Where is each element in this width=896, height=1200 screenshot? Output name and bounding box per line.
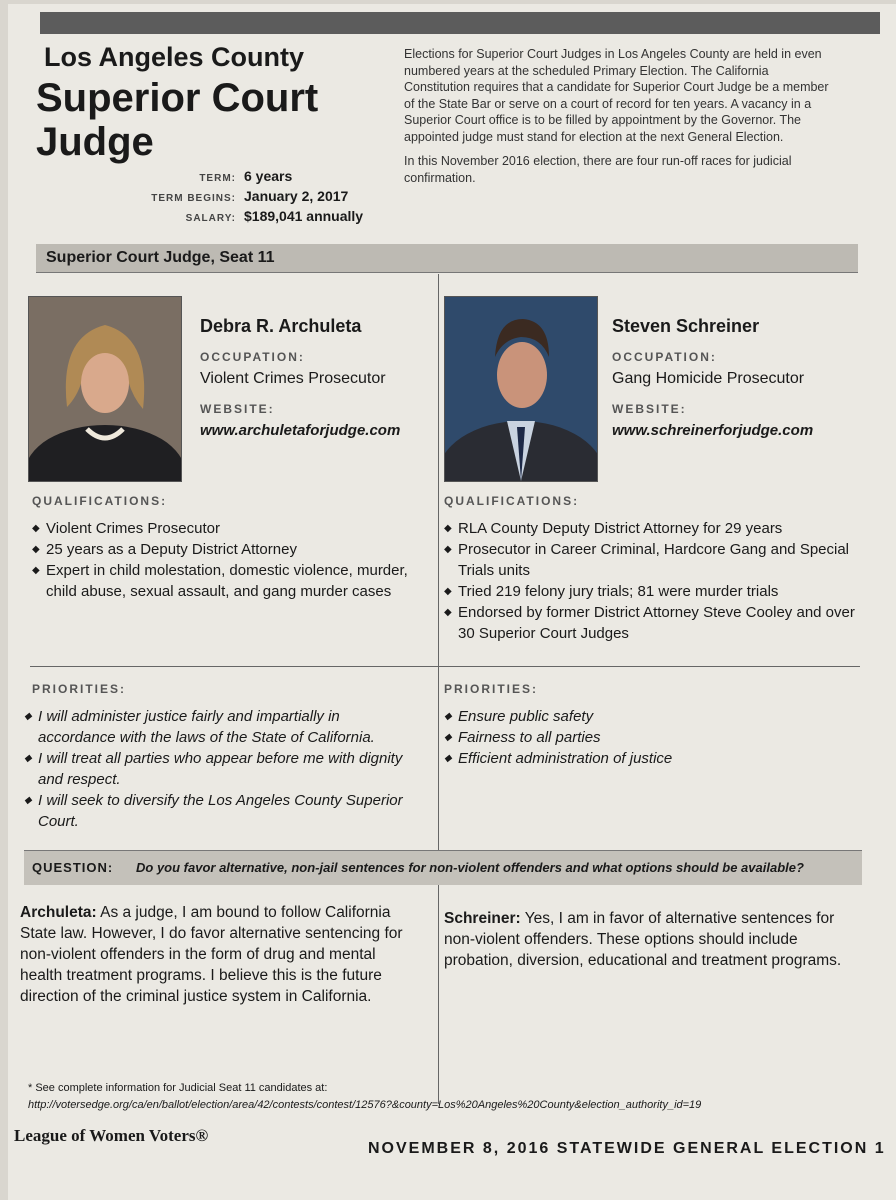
archuleta-priorities-label: PRIORITIES:	[32, 682, 127, 696]
voter-guide-page	[8, 4, 896, 1200]
archuleta-name: Debra R. Archuleta	[200, 316, 362, 336]
archuleta-website-link[interactable]: www.archuletaforjudge.com	[200, 422, 401, 439]
term-begins-label: TERM BEGINS:	[151, 193, 236, 204]
question-bar	[24, 850, 862, 885]
page-number: 1	[874, 1140, 886, 1157]
top-rule	[40, 12, 880, 34]
archuleta-answer-name: Archuleta:	[20, 904, 97, 921]
schreiner-website-label: WEBSITE:	[612, 402, 687, 416]
list-item: ◆ Fairness to all parties	[444, 727, 844, 748]
office-title-line1: Superior Court	[36, 76, 319, 120]
list-item: ◆ Expert in child molestation, domestic violence, murder, child abuse, sexual assault, and gang murder cases	[32, 560, 412, 602]
archuleta-website-label: WEBSITE:	[200, 402, 275, 416]
schreiner-answer	[444, 908, 848, 971]
list-item: ◆ I will administer justice fairly and impartially in accordance with the laws of the State of California.	[24, 706, 414, 748]
footnote	[28, 1080, 868, 1114]
archuleta-qualifications-label: QUALIFICATIONS:	[32, 494, 168, 508]
list-item: ◆ 25 years as a Deputy District Attorney	[32, 539, 412, 560]
schreiner-qualifications-label: QUALIFICATIONS:	[444, 494, 580, 508]
election-footer	[368, 1140, 886, 1158]
schreiner-occupation: Gang Homicide Prosecutor	[612, 370, 805, 387]
list-item: ◆ Ensure public safety	[444, 706, 844, 727]
intro-paragraph-2: In this November 2016 election, there are four run-off races for judicial confirmation.	[404, 154, 792, 185]
archuleta-answer-text: As a judge, I am bound to follow California State law. However, I do favor alternative sentencing for non-violent offenders in the form of drug and mental health treatment programs. I believe this is the future direction of the criminal justice system in California.	[20, 904, 403, 1005]
column-divider	[438, 274, 439, 1104]
office-title-line2: Judge	[36, 120, 154, 164]
list-item: ◆ Tried 219 felony jury trials; 81 were murder trials	[444, 581, 856, 602]
list-item: ◆ Efficient administration of justice	[444, 748, 844, 769]
archuleta-photo	[28, 296, 182, 482]
list-item: ◆ I will treat all parties who appear before me with dignity and respect.	[24, 748, 414, 790]
schreiner-occupation-label: OCCUPATION:	[612, 350, 717, 364]
list-item: ◆ RLA County Deputy District Attorney for 29 years	[444, 518, 856, 539]
office-title	[36, 76, 376, 164]
section-divider	[30, 666, 860, 667]
county-heading: Los Angeles County	[44, 42, 305, 72]
question-label: QUESTION:	[32, 860, 114, 875]
schreiner-name: Steven Schreiner	[612, 316, 760, 336]
intro-paragraph-1: Elections for Superior Court Judges in Los Angeles County are held in even numbered years at the scheduled Primary Election. The California Constitution requires that a candidate for Superior Court Judge be a member of the State Bar or serve on a court of record for ten years. A vacancy in a Superior Court office is to be filled by appointment by the Governor. The appointed judge must stand for election at the next General Election.	[404, 47, 829, 144]
intro-text	[404, 46, 838, 194]
salary-value: $189,041 annually	[244, 208, 364, 224]
term-label: TERM:	[199, 173, 236, 184]
schreiner-website-link[interactable]: www.schreinerforjudge.com	[612, 422, 814, 439]
archuleta-occupation-label: OCCUPATION:	[200, 350, 305, 364]
seat-header-bar	[36, 244, 858, 273]
archuleta-priorities	[24, 706, 414, 832]
league-of-women-voters-logo: League of Women Voters®	[14, 1126, 209, 1145]
archuleta-qualifications	[32, 518, 412, 602]
term-info	[108, 168, 363, 228]
list-item: ◆ Prosecutor in Career Criminal, Hardcore Gang and Special Trials units	[444, 539, 856, 581]
archuleta-answer	[20, 902, 412, 1007]
list-item: ◆ I will seek to diversify the Los Angeles County Superior Court.	[24, 790, 414, 832]
salary-label: SALARY:	[185, 213, 236, 224]
seat-title: Superior Court Judge, Seat 11	[46, 249, 275, 266]
footnote-text: * See complete information for Judicial Seat 11 candidates at:	[28, 1082, 328, 1094]
list-item: ◆ Endorsed by former District Attorney Steve Cooley and over 30 Superior Court Judges	[444, 602, 856, 644]
schreiner-qualifications	[444, 518, 856, 644]
list-item: ◆ Violent Crimes Prosecutor	[32, 518, 412, 539]
schreiner-photo	[444, 296, 598, 482]
schreiner-answer-text: Yes, I am in favor of alternative sentences for non-violent offenders. These options should include probation, diversion, educational and treatment programs.	[444, 910, 842, 969]
schreiner-priorities	[444, 706, 844, 769]
election-title: NOVEMBER 8, 2016 STATEWIDE GENERAL ELECTION	[368, 1140, 869, 1157]
schreiner-answer-name: Schreiner:	[444, 910, 521, 927]
archuleta-occupation: Violent Crimes Prosecutor	[200, 370, 386, 387]
term-begins-value: January 2, 2017	[244, 188, 349, 204]
term-value: 6 years	[244, 168, 293, 184]
footnote-url-link[interactable]: http://votersedge.org/ca/en/ballot/election/area/42/contests/contest/12576?&county=Los%20Angeles%20County&election_authority_id=19	[28, 1099, 702, 1111]
schreiner-priorities-label: PRIORITIES:	[444, 682, 539, 696]
question-text: Do you favor alternative, non-jail sentences for non-violent offenders and what options should be available?	[136, 860, 804, 875]
